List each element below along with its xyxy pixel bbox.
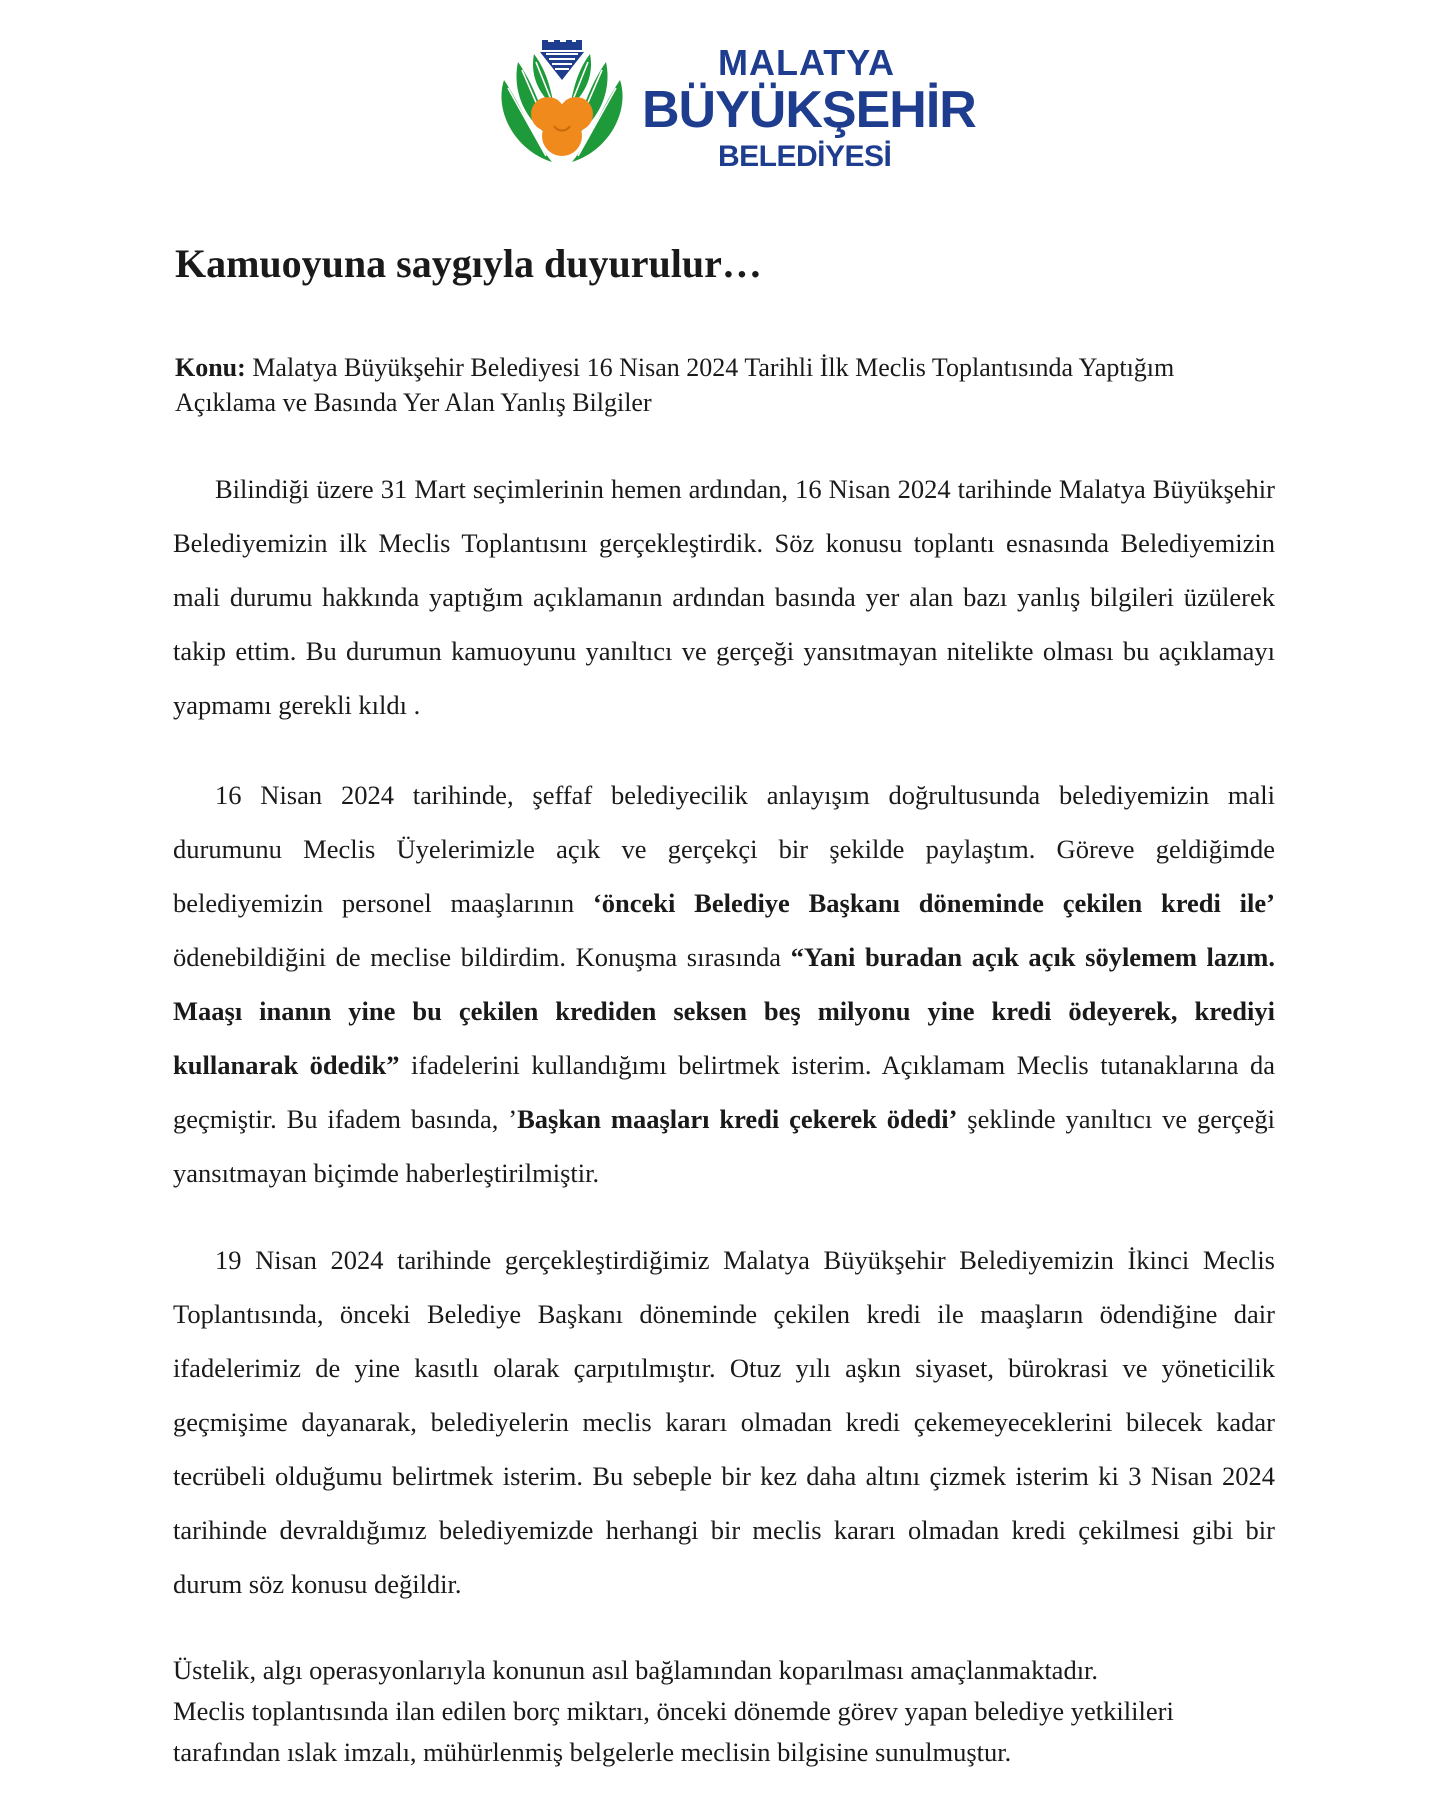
paragraph-1-text: Bilindiği üzere 31 Mart seçimlerinin hemen ardından, 16 Nisan 2024 tarihinde Malatya Büyükşehir Belediyemizin ilk Meclis Toplantısını gerçekleştirdik. Söz konusu toplantı esnasında Belediyemizin mali durumu hakkında yaptığım açıklamanın ardından basında yer alan bazı yanlış bilgileri üzülerek takip ettim. Bu durumun kamuoyunu yanıltıcı ve gerçeği yansıtmayan nitelikte olması bu açıklamayı yapmamı gerekli kıldı .	[173, 474, 1275, 720]
logo-line-malatya: MALATYA	[718, 42, 895, 83]
paragraph-2-part-a: 16 Nisan 2024 tarihinde, şeffaf belediyecilik anlayışım doğrultusunda belediyemizin mali durumunu Meclis Üyelerimizle açık ve gerçekçi bir şekilde paylaştım. Göreve geldiğimde belediyemizin personel maaşlarının	[173, 780, 1275, 918]
paragraph-4-line-2: Meclis toplantısında ilan edilen borç miktarı, önceki dönemde görev yapan belediye yetkilileri tarafından ıslak imzalı, mühürlenmiş belgelerle meclisin bilgisine sunulmuştur.	[173, 1696, 1174, 1767]
subject-label: Konu:	[175, 353, 246, 382]
paragraph-4-line-1: Üstelik, algı operasyonlarıyla konunun asıl bağlamından koparılması amaçlanmaktadır.	[173, 1655, 1099, 1685]
paragraph-1	[173, 462, 1275, 732]
logo-line-belediyesi: BELEDİYESİ	[718, 140, 892, 173]
paragraph-2-quote-2: “Yani buradan açık açık söylemem lazım. Maaşı inanın yine bu çekilen krediden seksen beş milyonu yine kredi ödeyerek, krediyi kullanarak ödedik”	[173, 942, 1275, 1080]
paragraph-2-quote-3: Başkan maaşları kredi çekerek ödedi’	[517, 1104, 958, 1134]
announcement-title: Kamuoyuna saygıyla duyurulur…	[175, 241, 762, 286]
paragraph-3-text: 19 Nisan 2024 tarihinde gerçekleştirdiğimiz Malatya Büyükşehir Belediyemizin İkinci Meclis Toplantısında, önceki Belediye Başkanı döneminde çekilen kredi ile maaşların ödendiğine dair ifadelerimiz de yine kasıtlı olarak çarpıtılmıştır. Otuz yılı aşkın siyaset, bürokrasi ve yöneticilik geçmişime dayanarak, belediyelerin meclis kararı olmadan kredi çekemeyeceklerini bilecek kadar tecrübeli olduğumu belirtmek isterim. Bu sebeple bir kez daha altını çizmek isterim ki 3 Nisan 2024 tarihinde devraldığımız belediyemizde herhangi bir meclis kararı olmadan kredi çekilmesi gibi bir durum söz konusu değildir.	[173, 1245, 1275, 1599]
paragraph-2-quote-1: ‘önceki Belediye Başkanı döneminde çekilen kredi ile’	[592, 888, 1275, 918]
paragraph-2	[173, 768, 1275, 1200]
paragraph-3	[173, 1233, 1275, 1611]
paragraph-2-part-g: şeklinde yanıltıcı ve gerçeği yansıtmayan biçimde haberleştirilmiştir.	[173, 1104, 1275, 1188]
municipality-logo	[494, 40, 976, 173]
municipality-emblem-icon	[494, 40, 630, 170]
paragraph-4	[173, 1650, 1275, 1773]
subject-text: Malatya Büyükşehir Belediyesi 16 Nisan 2024 Tarihli İlk Meclis Toplantısında Yaptığım Açıklama ve Basında Yer Alan Yanlış Bilgiler	[175, 353, 1175, 417]
logo-line-buyuksehir: BÜYÜKŞEHİR	[642, 81, 976, 139]
subject-line	[175, 350, 1275, 420]
paragraph-2-part-e: ifadelerini kullandığımı belirtmek isterim. Açıklamam Meclis tutanaklarına da geçmiştir. Bu ifadem basında, ’	[173, 1050, 1276, 1134]
paragraph-2-part-c: ödenebildiğini de meclise bildirdim. Konuşma sırasında	[173, 942, 791, 972]
